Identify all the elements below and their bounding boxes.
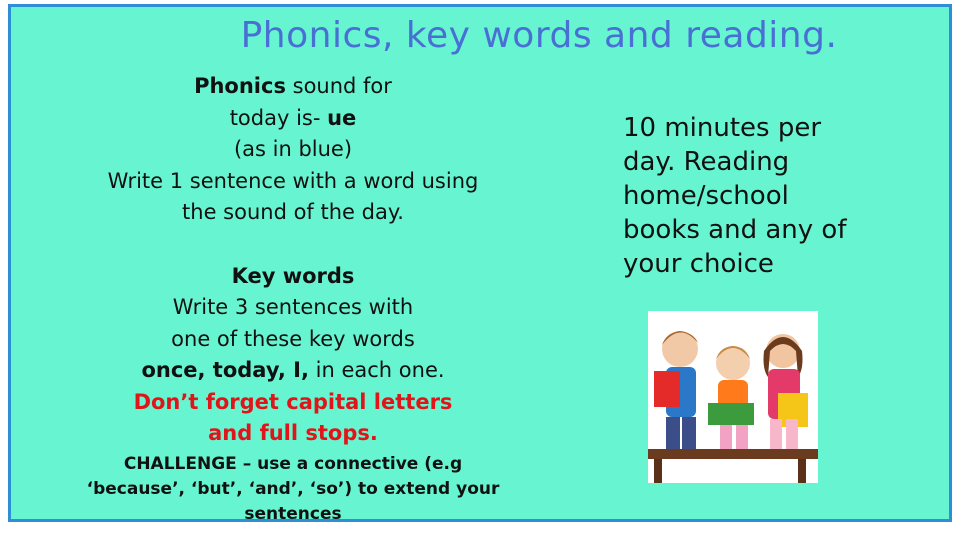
phonics-line-1-text: sound for xyxy=(285,74,392,98)
instructions-column xyxy=(73,71,513,527)
phonics-line-1 xyxy=(73,71,513,103)
phonics-task-1: Write 1 sentence with a word using xyxy=(107,168,479,193)
reading-line-5: your choice xyxy=(623,249,774,279)
keywords-list-rest: in each one. xyxy=(308,358,445,382)
reading-line-3: home/school xyxy=(623,181,789,211)
slide-title: Phonics, key words and reading. xyxy=(240,15,838,56)
challenge-line-2: ‘because’, ‘but’, ‘and’, ‘so’) to extend your xyxy=(86,478,500,499)
challenge-line-3: sentences xyxy=(244,503,342,524)
keywords-list-line xyxy=(73,355,513,387)
challenge-text xyxy=(73,452,513,527)
reading-line-1: 10 minutes per xyxy=(623,113,822,143)
keywords-task-1: Write 3 sentences with xyxy=(172,295,414,319)
keywords-heading-text: Key words xyxy=(231,263,355,288)
phonics-label: Phonics xyxy=(194,74,286,98)
reminder-line-1: Don’t forget capital letters xyxy=(133,389,453,414)
children-reading-photo xyxy=(648,311,818,483)
phonics-example: (as in blue) xyxy=(233,137,353,161)
reading-line-4: books and any of xyxy=(623,215,847,245)
phonics-line-2 xyxy=(73,103,513,135)
reading-instructions xyxy=(623,111,893,281)
phonics-sound: ue xyxy=(327,105,357,130)
keywords-heading xyxy=(73,261,513,293)
keywords-task-2: one of these key words xyxy=(171,326,415,351)
reminder-line-2: and full stops. xyxy=(208,421,378,445)
keywords-list: once, today, I, xyxy=(141,358,309,382)
reading-line-2: day. Reading xyxy=(623,147,790,177)
slide xyxy=(8,4,952,522)
phonics-line-2-text: today is- xyxy=(229,105,328,130)
phonics-task-2: the sound of the day. xyxy=(182,200,404,224)
challenge-line-1: CHALLENGE – use a connective (e.g xyxy=(123,453,463,474)
